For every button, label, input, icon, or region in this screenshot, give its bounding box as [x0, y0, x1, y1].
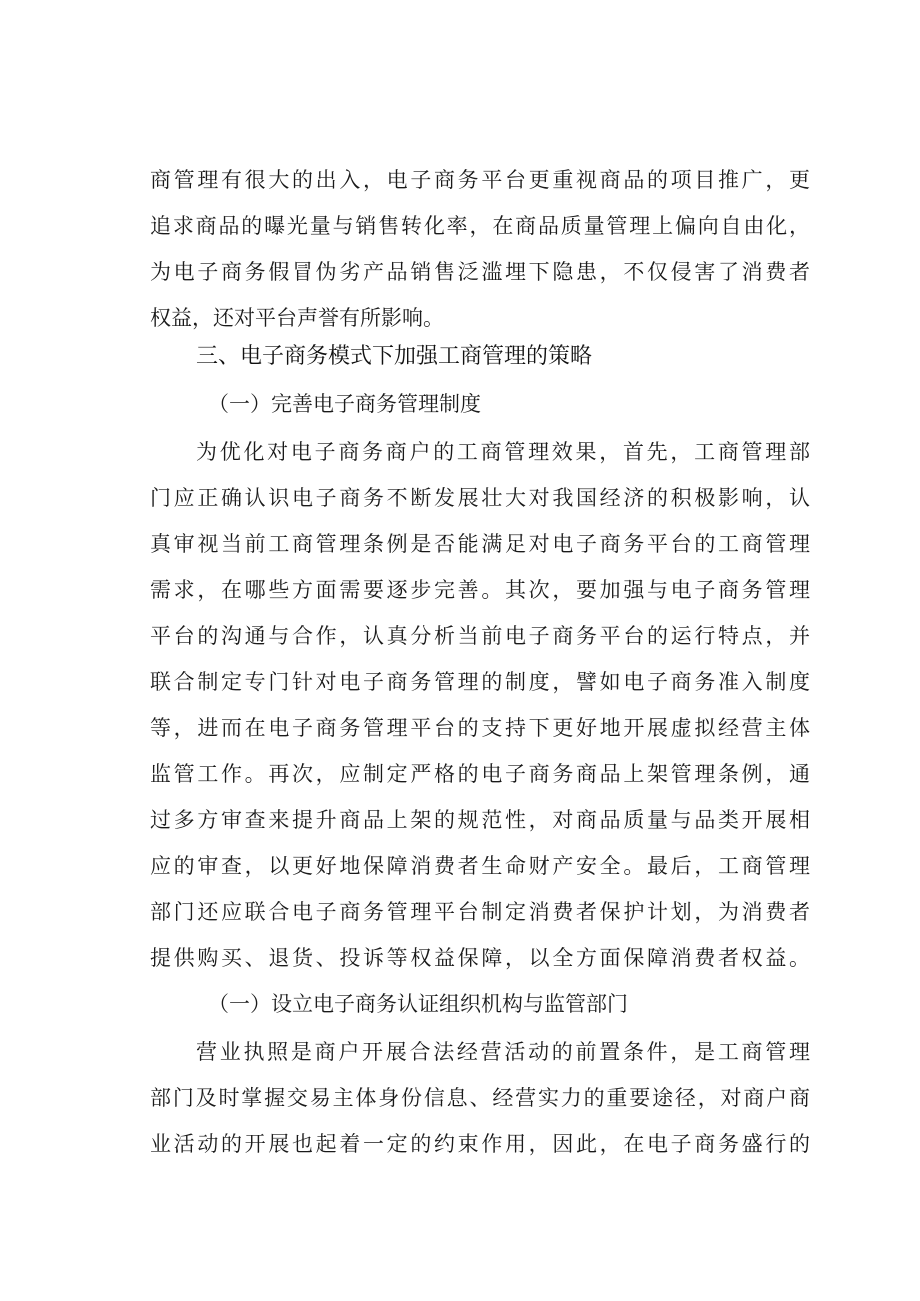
paragraph-1-line-3: 为电子商务假冒伪劣产品销售泛滥埋下隐患，不仅侵害了消费者: [150, 260, 810, 284]
subsection-2-title: （一）设立电子商务认证组织机构与监管部门: [208, 992, 628, 1016]
paragraph-3-line-3: 业活动的开展也起着一定的约束作用，因此，在电子商务盛行的: [150, 1132, 810, 1156]
paragraph-2-line-11: 部门还应联合电子商务管理平台制定消费者保护计划，为消费者: [150, 900, 810, 924]
paragraph-2-line-1: 为优化对电子商务商户的工商管理效果，首先，工商管理部: [196, 440, 810, 464]
paragraph-2-line-9: 过多方审查来提升商品上架的规范性，对商品质量与品类开展相: [150, 808, 810, 832]
paragraph-3-line-2: 部门及时掌握交易主体身份信息、经营实力的重要途径，对商户商: [150, 1086, 810, 1110]
paragraph-2-line-5: 平台的沟通与合作，认真分析当前电子商务平台的运行特点，并: [150, 624, 810, 648]
paragraph-2-line-12: 提供购买、退货、投诉等权益保障，以全方面保障消费者权益。: [150, 946, 810, 970]
paragraph-2-line-2: 门应正确认识电子商务不断发展壮大对我国经济的积极影响，认: [150, 486, 810, 510]
paragraph-2-line-10: 应的审查，以更好地保障消费者生命财产安全。最后，工商管理: [150, 854, 810, 878]
section-3-title: 三、电子商务模式下加强工商管理的策略: [196, 344, 593, 369]
paragraph-2-line-3: 真审视当前工商管理条例是否能满足对电子商务平台的工商管理: [150, 532, 810, 556]
paragraph-2-line-8: 监管工作。再次，应制定严格的电子商务商品上架管理条例，通: [150, 762, 810, 786]
paragraph-2-line-6: 联合制定专门针对电子商务管理的制度，譬如电子商务准入制度: [150, 670, 810, 694]
paragraph-1-line-4: 权益，还对平台声誉有所影响。: [150, 306, 444, 330]
paragraph-1-line-1: 商管理有很大的出入，电子商务平台更重视商品的项目推广，更: [150, 168, 810, 192]
paragraph-2-line-4: 需求，在哪些方面需要逐步完善。其次，要加强与电子商务管理: [150, 578, 810, 602]
paragraph-3-line-1: 营业执照是商户开展合法经营活动的前置条件，是工商管理: [196, 1040, 810, 1064]
subsection-1-title: （一）完善电子商务管理制度: [208, 392, 481, 416]
paragraph-2-line-7: 等，进而在电子商务管理平台的支持下更好地开展虚拟经营主体: [150, 716, 810, 740]
paragraph-1-line-2: 追求商品的曝光量与销售转化率，在商品质量管理上偏向自由化，: [150, 214, 810, 238]
